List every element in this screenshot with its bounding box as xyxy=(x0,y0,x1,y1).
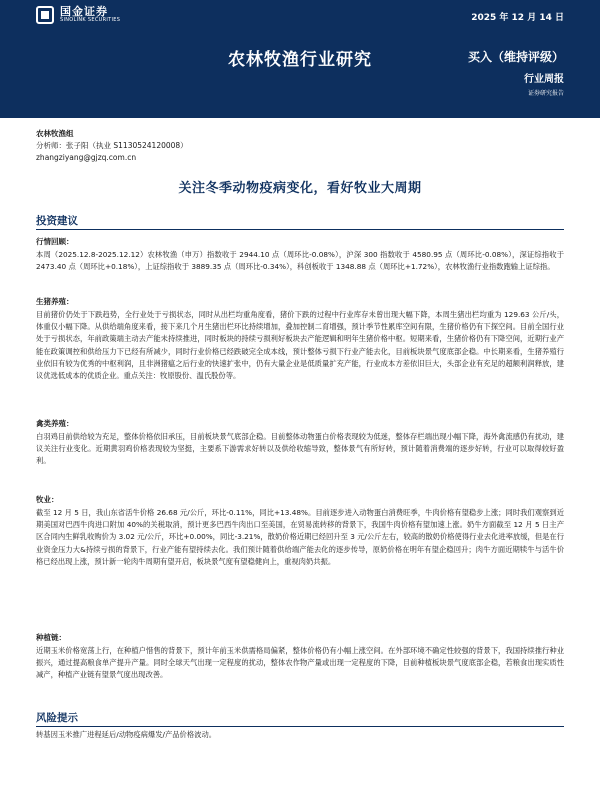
pig-paragraph: 目前猪价仍处于下跌趋势，全行业处于亏损状态，同时从出栏均重角度看，猪价下跌的过程中行业库存未曾出现大幅下降，本周生猪出栏均重为 129.63 公斤/头，体重仅小幅下降。从供给端角度来看，接下来几个月生猪出栏环比持续增加，叠加控制二育增强，预计季节性累库空间有限，生猪价格仍有下探空间。目前全国行业处于亏损状态，年前政策端主动去产能未持续推进，同时板块的持续亏损利好板块去产能逻辑和明年生猪价格中枢。短期来看，生猪价格仍有下降空间，近期行业产能在政策调控和供给压力下已经有所减少，同时行业价格已经跌破完全成本线，预计整体亏损下行业产能去化，目前板块景气度底部企稳。中长期来看，生猪养殖行业依旧有较为优秀的中枢利润，且非洲猪瘟之后行业的快速扩张中，仍有大量企业是低质量扩充产能，行业成本方差依旧巨大，头部企业有充足的超额利润释放，建议优选低成本的优质企业。重点关注：牧原股份、温氏股份等。 xyxy=(36,310,564,381)
report-date: 2025 年 12 月 14 日 xyxy=(471,13,564,23)
logo-mark-icon xyxy=(36,6,54,24)
poultry-paragraph: 白羽鸡目前供给较为充足，整体价格依旧承压，目前板块景气底部企稳。目前整体动物蛋白价格表现较为低迷，整体存栏端出现小幅下降，海外禽流感仍有扰动，建议关注行业变化。近期黄羽鸡价格表现较为坚挺，主要系下游需求好转以及供给收缩导致，整体景气有所好转，预计随着消费端的逐步好转，行业可以取得较好盈利。 xyxy=(36,432,564,466)
pig-heading: 生猪养殖： xyxy=(36,297,74,306)
ruminant-paragraph: 截至 12 月 5 日，我山东省活牛价格 26.68 元/公斤，环比-0.11%，同比+13.48%。目前逐步进入动物蛋白消费旺季，牛肉价格有望稳步上涨；同时我们观察到近期美国对巴西牛肉进口附加 40%的关税取消，预计更多巴西牛肉出口至美国，在贸易流转移的背景下，我国牛肉价格有望加速上涨。奶牛方面截至 12 月 5 日主产区合同内生鲜乳收购价为 3.02 元/公斤，环比+0.00%，同比-3.21%，散奶价格近期已经回升至 3 元/公斤左右，较高的散奶价格使得行业去化进率放缓，但是在行业资金压力大&持续亏损的背景下，行业产能有望持续去化。我们预计随着供给端产能去化的逐步传导，原奶价格在明年有望企稳回升；肉牛方面近期犊牛与活牛价格已经出现上涨，预计新一轮肉牛周期有望开启，板块景气度有望稳健向上，重视肉奶共振。 xyxy=(36,508,564,566)
logo-name-en: SINOLINK SECURITIES xyxy=(60,17,121,24)
advice-heading: 投资建议 xyxy=(36,215,78,227)
risk-heading: 风险提示 xyxy=(36,712,78,724)
ruminant-heading: 牧业： xyxy=(36,495,59,504)
report-type: 行业周报 xyxy=(524,74,564,85)
main-title: 关注冬季动物疫病变化，看好牧业大周期 xyxy=(178,181,422,196)
analyst-info xyxy=(36,128,188,164)
logo-name-cn: 国金证券 xyxy=(60,5,108,19)
market-paragraph: 本周（2025.12.8-2025.12.12）农林牧渔（申万）指数收于 2944.10 点（周环比-0.08%），沪深 300 指数收于 4580.95 点（周环比-0.08%），深证综指收于 2473.40 点（周环比+0.18%），上证综指收于 3889.35 点（周环比-0.34%），科创板收于 1348.88 点（周环比+1.72%），农林牧渔行业指数跑输上证综指。 xyxy=(36,250,564,272)
rating-label: 买入（维持评级） xyxy=(467,50,564,64)
risk-divider xyxy=(36,726,564,727)
analyst-email: zhangziyang@gjzq.com.cn xyxy=(36,153,137,162)
market-heading: 行情回顾： xyxy=(36,237,74,246)
advice-divider xyxy=(36,229,564,230)
seed-paragraph: 近期玉米价格宽荡上行，在种植户惜售的背景下，预计年前玉米供需格局偏紧，整体价格仍有小幅上涨空间。在外部环境不确定性较强的背景下，我国持续推行种业振兴，通过提高粮食单产提升产量。同时全球天气出现一定程度的扰动，整体农作物产量或出现一定程度的下降，目前种植板块景气度底部企稳，若粮食出现实质性减产，种植产业链有望景气度出现改善。 xyxy=(36,646,564,680)
analyst-group: 农林牧渔组 xyxy=(36,129,74,138)
company-logo xyxy=(36,6,120,24)
seed-heading: 种植链： xyxy=(36,633,66,642)
report-header xyxy=(0,0,600,118)
risk-paragraph: 转基因玉米推广进程延后/动物疫病爆发/产品价格波动。 xyxy=(36,730,217,739)
report-subtitle: 证券研究报告 xyxy=(527,90,564,97)
industry-title: 农林牧渔行业研究 xyxy=(228,50,372,70)
poultry-heading: 禽类养殖： xyxy=(36,419,74,428)
analyst-name: 分析师：张子阳（执业 S1130524120008） xyxy=(36,141,188,150)
